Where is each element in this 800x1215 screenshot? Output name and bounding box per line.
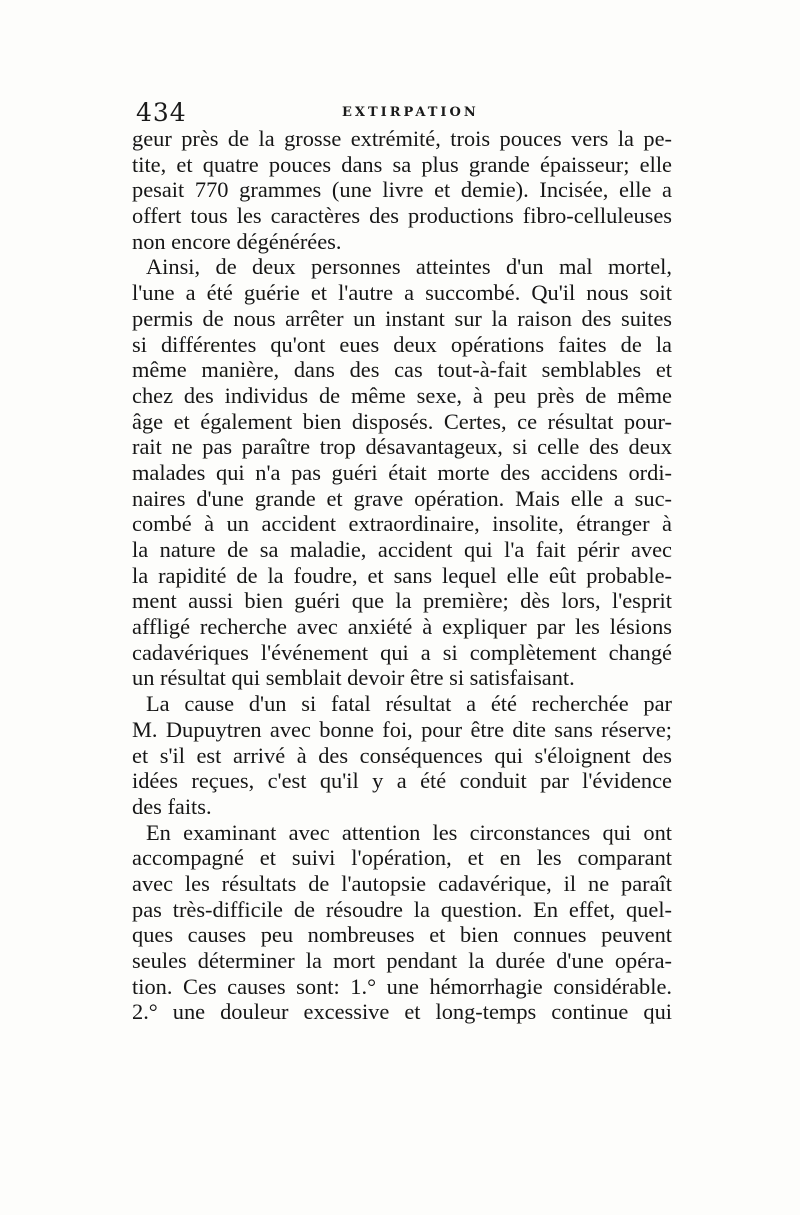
- text-line: cadavériques l'événement qui a si complètement changé: [132, 639, 672, 665]
- running-title: EXTIRPATION: [342, 105, 479, 120]
- text-line: pas très-difficile de résoudre la question. En effet, quel-: [132, 896, 672, 922]
- text-line: âge et également bien disposés. Certes, ce résultat pour-: [132, 408, 672, 434]
- text-line: ment aussi bien guéri que la première; dès lors, l'esprit: [132, 588, 672, 614]
- text-line: geur près de la grosse extrémité, trois pouces vers la pe-: [132, 126, 672, 151]
- text-line: si différentes qu'ont eues deux opérations faites de la: [132, 331, 672, 357]
- text-line: rait ne pas paraître trop désavantageux, si celle des deux: [132, 434, 672, 460]
- text-line: 2.° une douleur excessive et long-temps continue qui: [132, 999, 672, 1025]
- text-line: accompagné et suivi l'opération, et en les comparant: [132, 845, 672, 871]
- text-line: pesait 770 grammes (une livre et demie). Incisée, elle a: [132, 177, 672, 203]
- text-line: offert tous les caractères des productions fibro-celluleuses: [132, 203, 672, 229]
- text-line: permis de nous arrêter un instant sur la raison des suites: [132, 305, 672, 331]
- text-line: La cause d'un si fatal résultat a été recherchée par: [146, 691, 672, 717]
- text-line: la nature de sa maladie, accident qui l'a fait périr avec: [132, 537, 672, 562]
- text-line: et s'il est arrivé à des conséquences qui s'éloignent des: [132, 742, 672, 768]
- text-line: malades qui n'a pas guéri était morte des accidens ordi-: [132, 459, 672, 485]
- text-line: même manière, dans des cas tout-à-fait semblables et: [132, 357, 672, 383]
- text-line: un résultat qui semblait devoir être si satisfaisant.: [132, 665, 575, 691]
- text-line: la rapidité de la foudre, et sans lequel elle eût probable-: [132, 562, 672, 588]
- text-line: tion. Ces causes sont: 1.° une hémorrhagie considérable.: [132, 973, 672, 999]
- text-line: avec les résultats de l'autopsie cadavérique, il ne paraît: [132, 870, 672, 896]
- text-line: ques causes peu nombreuses et bien connues peuvent: [132, 922, 672, 948]
- text-line: l'une a été guérie et l'autre a succombé. Qu'il nous soit: [132, 280, 672, 306]
- text-line: En examinant avec attention les circonstances qui ont: [146, 819, 672, 845]
- text-line: combé à un accident extraordinaire, insolite, étranger à: [132, 511, 672, 537]
- text-line: chez des individus de même sexe, à peu près de même: [132, 382, 672, 408]
- text-line: M. Dupuytren avec bonne foi, pour être dite sans réserve;: [132, 716, 672, 742]
- text-line: affligé recherche avec anxiété à expliquer par les lésions: [132, 614, 672, 640]
- page-header: [136, 98, 676, 128]
- text-line: idées reçues, c'est qu'il y a été conduit par l'évidence: [132, 768, 672, 794]
- text-line: naires d'une grande et grave opération. Mais elle a suc-: [132, 485, 672, 511]
- text-line: des faits.: [132, 793, 212, 819]
- text-line: Ainsi, de deux personnes atteintes d'un mal mortel,: [146, 254, 672, 280]
- text-line: tite, et quatre pouces dans sa plus grande épaisseur; elle: [132, 151, 672, 177]
- text-line: non encore dégénérées.: [132, 228, 342, 254]
- body-text: [132, 126, 672, 1025]
- text-line: seules déterminer la mort pendant la durée d'une opéra-: [132, 948, 672, 973]
- page-number: 434: [136, 98, 187, 127]
